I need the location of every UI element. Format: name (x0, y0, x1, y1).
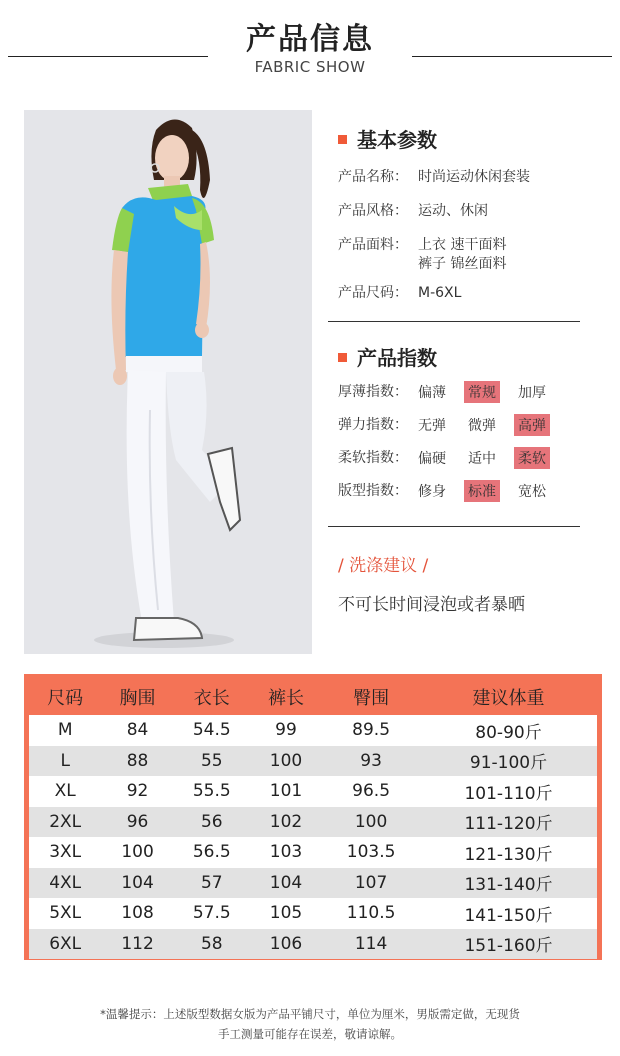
table-cell: 54.5 (192, 720, 231, 741)
table-cell: 141-150斤 (464, 905, 553, 926)
table-cell: 99 (275, 720, 297, 741)
info-value: M-6XL (418, 285, 462, 301)
table-row (29, 776, 597, 807)
index-option: 修身 (418, 484, 446, 500)
table-cell: 100 (322, 807, 420, 838)
info-value: 时尚运动休闲套装 (418, 169, 530, 185)
table-cell: 101-110斤 (464, 783, 553, 804)
table-cell: XL (54, 781, 76, 802)
table-cell: 55 (174, 746, 250, 777)
table-cell: L (29, 746, 101, 777)
note-line-1: *温馨提示：上述版型数据女版为产品平铺尺寸，单位为厘米，男版需定做，无现货 (100, 1007, 520, 1021)
table-cell: 104 (250, 868, 322, 899)
table-cell: 80-90斤 (475, 722, 542, 743)
table-row (29, 746, 597, 777)
index-option: 无弹 (418, 418, 446, 434)
table-cell: 151-160斤 (420, 929, 597, 960)
table-cell: 110.5 (346, 903, 396, 924)
table-cell: 121-130斤 (464, 844, 553, 865)
index-option-selected: 柔软 (514, 447, 550, 469)
table-header-cell: 胸围 (101, 679, 173, 715)
index-option-selected: 常规 (464, 381, 500, 403)
basic-params-heading: 基本参数 (338, 124, 437, 153)
table-cell: 106 (250, 929, 322, 960)
wash-advice-text: 不可长时间浸泡或者暴晒 (338, 595, 525, 615)
table-cell: 100 (250, 746, 322, 777)
index-row (338, 480, 546, 502)
model-illustration (24, 110, 312, 654)
table-cell: 57 (174, 868, 250, 899)
table-cell: 100 (121, 842, 154, 863)
table-cell: 56 (174, 807, 250, 838)
info-label: 产品面料： (338, 237, 408, 253)
table-header-cell: 建议体重 (420, 679, 597, 715)
table-cell: 103.5 (346, 842, 396, 863)
wash-advice-title: / 洗涤建议 / (338, 556, 429, 576)
table-cell: 88 (101, 746, 173, 777)
table-cell: 4XL (29, 868, 101, 899)
table-cell: 96.5 (352, 781, 391, 802)
table-cell: 96 (101, 807, 173, 838)
info-value: 上衣 速干面料 (418, 237, 507, 253)
index-option: 偏薄 (418, 385, 446, 401)
table-cell: 92 (126, 781, 149, 802)
section-header (0, 0, 620, 90)
section-divider (328, 526, 580, 527)
index-option-selected: 标准 (464, 480, 500, 502)
table-row (29, 715, 597, 746)
index-heading: 产品指数 (338, 342, 437, 371)
index-row (338, 447, 546, 469)
table-cell: 56.5 (192, 842, 231, 863)
table-row (29, 898, 597, 929)
index-label: 厚薄指数： (338, 384, 408, 400)
table-cell: 108 (121, 903, 154, 924)
table-cell: 3XL (49, 842, 82, 863)
info-value: 运动、休闲 (418, 203, 488, 219)
index-option: 宽松 (518, 484, 546, 500)
table-cell: 91-100斤 (420, 746, 597, 777)
section-divider (328, 321, 580, 322)
table-cell: 107 (322, 868, 420, 899)
info-row-name (338, 168, 530, 187)
square-bullet-icon (338, 135, 347, 144)
size-table (24, 674, 602, 960)
table-cell: 6XL (29, 929, 101, 960)
index-option: 适中 (468, 451, 496, 467)
table-cell: 111-120斤 (420, 807, 597, 838)
note-line-2: 手工测量可能存在误差，敬请谅解。 (218, 1027, 402, 1041)
info-label: 产品名称： (338, 169, 408, 185)
table-cell: 58 (174, 929, 250, 960)
table-row (29, 807, 597, 838)
table-header-row (29, 679, 597, 715)
table-header-cell: 裤长 (250, 679, 322, 715)
index-label: 版型指数： (338, 483, 408, 499)
table-cell: 112 (101, 929, 173, 960)
table-cell: 105 (269, 903, 303, 924)
table-cell: 2XL (29, 807, 101, 838)
info-row-style (338, 202, 488, 221)
info-label: 产品风格： (338, 203, 408, 219)
table-header-cell: 臀围 (322, 679, 420, 715)
index-row (338, 414, 546, 436)
table-cell: 89.5 (352, 720, 391, 741)
page-title: 产品信息 (246, 22, 374, 57)
table-cell: 101 (269, 781, 303, 802)
index-option: 微弹 (468, 418, 496, 434)
index-option-selected: 高弹 (514, 414, 550, 436)
table-cell: 57.5 (192, 903, 231, 924)
product-photo (24, 110, 312, 654)
square-bullet-icon (338, 353, 347, 362)
table-cell: 5XL (49, 903, 82, 924)
info-row-size (338, 284, 462, 303)
table-cell: 93 (322, 746, 420, 777)
index-row (338, 381, 546, 403)
info-label: 产品尺码： (338, 285, 408, 301)
table-row (29, 837, 597, 868)
table-row (29, 868, 597, 899)
index-label: 弹力指数： (338, 417, 408, 433)
table-cell: 55.5 (192, 781, 231, 802)
table-cell: 104 (101, 868, 173, 899)
index-option: 加厚 (518, 385, 546, 401)
info-row-fabric (338, 236, 507, 272)
table-cell: M (57, 720, 73, 741)
table-cell: 84 (126, 720, 149, 741)
index-option: 偏硬 (418, 451, 446, 467)
header-divider-right (412, 56, 612, 57)
table-cell: 103 (269, 842, 303, 863)
table-cell: 114 (322, 929, 420, 960)
info-value-2: 裤子 锦丝面料 (418, 256, 507, 272)
table-cell: 102 (250, 807, 322, 838)
table-header-cell: 尺码 (29, 679, 101, 715)
measurement-note (0, 1004, 620, 1044)
index-label: 柔软指数： (338, 450, 408, 466)
table-row (29, 929, 597, 960)
table-cell: 131-140斤 (420, 868, 597, 899)
table-header-cell: 衣长 (174, 679, 250, 715)
page-subtitle: FABRIC SHOW (254, 58, 366, 76)
